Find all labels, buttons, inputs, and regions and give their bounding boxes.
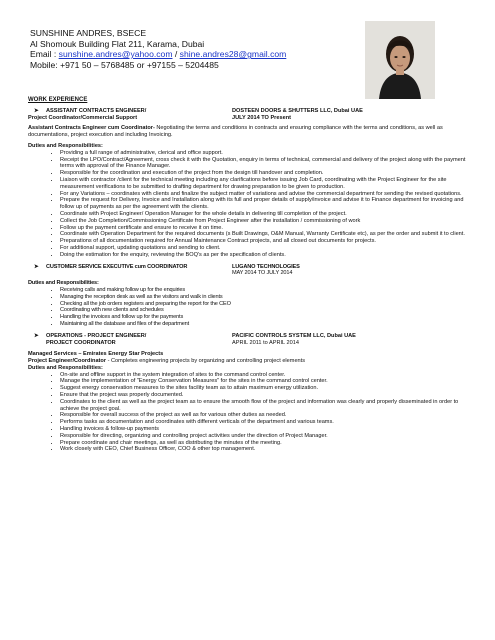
list-item: • Performs tasks as documentation and coordinates with different verticals of the department and various teams. xyxy=(60,419,474,426)
job-summary-text: - Completes engineering projects by organizing and controlling project elements xyxy=(106,358,306,365)
project-heading: Managed Services – Emirates Energy Star Projects xyxy=(28,351,164,358)
list-item: • Manage the implementation of "Energy Conservation Measures" for the sites in the command control center. xyxy=(60,378,474,385)
contact-header xyxy=(30,28,330,70)
email-separator: / xyxy=(172,49,180,60)
email-link-gmail[interactable]: shine.andres28@gmail.com xyxy=(179,49,287,60)
work-experience-heading: WORK EXPERIENCE xyxy=(28,97,88,103)
list-item: • Coordinate with Project Engineer/ Operation Manager for the whole details in delivering till completion of the project. xyxy=(60,211,474,218)
duties-heading: Duties and Responsibilities: xyxy=(28,142,103,149)
list-item: • Responsible for directing, organizing and controlling project activities under the direction of Project Manager. xyxy=(60,433,474,440)
job-summary-lead: Assistant Contracts Engineer cum Coordinator- xyxy=(28,125,157,132)
job-subtitle: PROJECT COORDINATOR xyxy=(46,339,116,346)
arrow-bullet-icon: ➤ xyxy=(34,332,39,339)
job-summary xyxy=(28,358,474,365)
job-summary xyxy=(28,125,474,139)
job-title: ASSISTANT CONTRACTS ENGINEER/ xyxy=(46,107,147,114)
list-item: • Doing the estimation for the enquiry, reviewing the BOQ's as per the specification of clients. xyxy=(60,252,474,259)
job-summary-lead: Project Engineer/Coordinator xyxy=(28,358,107,365)
job-title: OPERATIONS - PROJECT ENGINEER/ xyxy=(46,332,147,339)
list-item: • Prepare the request for Delivery, Invoice and Installation along with its full and proper details of supply/invoice and advise it to Finance department for invoicing and follow up of payments as per the agreement with the clients. xyxy=(60,197,474,211)
duties-heading: Duties and Responsibilities: xyxy=(28,364,103,371)
job-header xyxy=(28,108,474,122)
profile-photo-image xyxy=(365,21,435,99)
duties-list xyxy=(28,372,474,454)
applicant-name: SUNSHINE ANDRES, BSECE xyxy=(30,28,147,38)
list-item: • Handling the invoices and follow up for the payments xyxy=(60,314,474,321)
list-item: • Managing the reception desk as well as the visitors and walk in clients xyxy=(60,294,474,301)
list-item: • Coordinate with Operation Department for the required documents (s Built Drawings, O&M Manual, Warranty Certificate etc), as per the order and submit it to client. xyxy=(60,231,474,238)
list-item: • Providing a full range of administrative, clerical and office support. xyxy=(60,150,474,157)
list-item: • Ensure that the project was properly documented. xyxy=(60,392,474,399)
job-dosteen xyxy=(28,108,474,259)
list-item: • Receipt the LPO/Contract/Agreement, cross check it with the Quotation, enquiry in terms of technical, commercial and delivery of the project along with the payment terms with approval of the Finance Manager. xyxy=(60,157,474,171)
address-line: Al Shomouk Building Flat 211, Karama, Dubai xyxy=(30,38,205,49)
list-item: • For any Variations – coordinates with clients and finalize the subject matter of variations and advise the commercial department for sending the revised quotations. xyxy=(60,191,474,198)
job-title: CUSTOMER SERVICE EXECUTIVE cum COORDINATOR xyxy=(46,263,188,270)
company-name: DOSTEEN DOORS & SHUTTERS LLC, Dubai UAE xyxy=(232,107,363,114)
list-item: • Liaison with contractor /client for the technical meeting including any clarifications before issuing Job Card, coordinating with the Project Engineer for the site measurement verifications to be submitted to drafting department for drawing preparation to be given to production. xyxy=(60,177,474,191)
job-subtitle: Project Coordinator/Commercial Support xyxy=(28,114,138,121)
arrow-bullet-icon: ➤ xyxy=(34,107,39,114)
list-item: • Prepare coordinate and chair meetings, as well as distributing the minutes of the meeting. xyxy=(60,440,474,447)
list-item: • Collect the Job Completion/Commissioning Certificate from Project Engineer after the installation / commissioning of work xyxy=(60,218,474,225)
list-item: • Responsible for overall success of the project as well as for various other duties as needed. xyxy=(60,412,474,419)
company-name: LUGANO TECHNOLOGIES xyxy=(232,263,300,270)
email-link-yahoo[interactable]: sunshine.andres@yahoo.com xyxy=(58,49,173,60)
list-item: • Responsible for the coordination and execution of the project from the design till handover and completion. xyxy=(60,170,474,177)
duties-list xyxy=(28,287,474,328)
list-item: • Preparations of all documentation required for Annual Maintenance Contract projects, and all closed out documents for projects. xyxy=(60,238,474,245)
list-item: • Coordinating with new clients and schedules xyxy=(60,307,474,314)
job-lugano xyxy=(28,264,474,328)
list-item: • Maintaining all the database and files of the department xyxy=(60,321,474,328)
list-item: • Work closely with CEO, Chief Business Officer, COO & other top management. xyxy=(60,446,474,453)
list-item: • On-site and offline support in the system integration of sites to the command control center. xyxy=(60,372,474,379)
mobile-line: Mobile: +971 50 – 5768485 or +97155 – 5204485 xyxy=(30,59,219,70)
list-item: • For additional support, updating quotations and sending to client. xyxy=(60,245,474,252)
job-dates: APRIL 2011 to APRIL 2014 xyxy=(232,339,299,346)
arrow-bullet-icon: ➤ xyxy=(34,263,39,270)
resume-body xyxy=(28,97,474,458)
list-item: • Handling invoices & follow-up payments xyxy=(60,426,474,433)
company-name: PACIFIC CONTROLS SYSTEM LLC, Dubai UAE xyxy=(232,332,356,339)
job-dates: JULY 2014 TO Present xyxy=(232,114,291,121)
job-dates: MAY 2014 TO JULY 2014 xyxy=(232,270,293,277)
list-item: • Suggest energy conservation measures to the sites facility team as to attain maximum energy utilization. xyxy=(60,385,474,392)
list-item: • Follow up the payment certificate and ensure to receive it on time. xyxy=(60,225,474,232)
job-header xyxy=(28,333,474,347)
list-item: • Checking all the job orders registers and preparing the report for the CEO xyxy=(60,301,474,308)
job-pacific-controls xyxy=(28,333,474,454)
duties-list xyxy=(28,150,474,259)
list-item: • Receiving calls and making follow up for the enquiries xyxy=(60,287,474,294)
job-header xyxy=(28,264,474,278)
list-item: • Coordinates to the client as well as the project team as to ensure the smooth flow of the project and information was clearly and properly disseminated in order to achieve the project goal. xyxy=(60,399,474,413)
job-summary-text: Negotiating the terms and conditions in contracts and ensuring compliance with the terms and conditions, as well as documentations, project execution and including Invoicing. xyxy=(28,125,443,139)
email-label: Email : xyxy=(30,49,59,60)
profile-photo xyxy=(365,21,435,99)
email-line xyxy=(30,49,330,60)
duties-heading: Duties and Responsibilities: xyxy=(28,280,99,287)
